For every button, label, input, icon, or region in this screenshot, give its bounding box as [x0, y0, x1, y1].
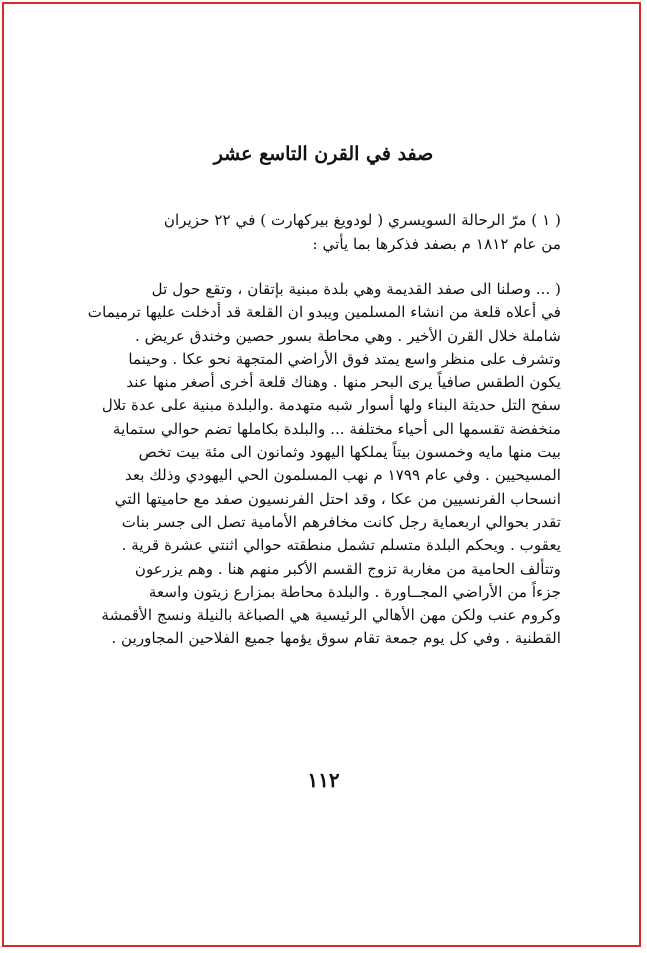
text-line: يعقوب . ويحكم البلدة متسلم تشمل منطقته حوالي اثنتي عشرة قرية . [121, 536, 561, 555]
text-line: بيت منها مايه وخمسون بيتاً يملكها اليهود وثمانون الى مئة بيت تخص [138, 443, 561, 462]
page-number: ١١٢ [307, 768, 340, 792]
text-line: وتشرف على منظر واسع يمتد فوق الأراضي المتجهة نحو عكا . وحينما [128, 349, 561, 368]
page-title: صفد في القرن التاسع عشر [213, 143, 434, 165]
text-line: منخفضة تقسمها الى أحياء مختلفة ... والبلدة بكاملها تضم حوالي ستماية [112, 419, 561, 438]
text-line: ( ... وصلنا الى صفد القديمة وهي بلدة مبنية بإتقان ، وتقع حول تل [151, 280, 561, 298]
text-line: المسيحيين . وفي عام ١٧٩٩ م نهب المسلمون الحي اليهودي وذلك بعد [124, 466, 561, 485]
text-line: انسحاب الفرنسيين من عكا ، وقد احتل الفرنسيون صفد مع حاميتها التي [114, 489, 561, 508]
text-line: وتتألف الحامية من مغاربة تزوج القسم الأكبر منهم هنا . وهم يزرعون [134, 559, 561, 578]
text-line: تقدر بحوالي اربعماية رجل كانت مخافرهم الأمامية تصل الى جسر بنات [121, 512, 561, 531]
text-line: سفح التل حديثة البناء ولها أسوار شبه متهدمة .والبلدة مبنية على عدة تلال [101, 396, 561, 415]
text-line: في أعلاه قلعة من انشاء المسلمين ويبدو ان القلعة قد أدخلت عليها ترميمات [87, 303, 561, 322]
quote-paragraph [85, 278, 561, 651]
text-line: جزءاً من الأراضي المجــاورة . والبلدة محاطة بمزارع زيتون واسعة [148, 582, 561, 601]
footnote-line: من عام ١٨١٢ م بصفد فذكرها بما يأتي : [312, 235, 561, 253]
footnote-paragraph [85, 208, 561, 256]
footnote-line: ( ١ ) مرّ الرحالة السويسري ( لودويغ بيركهارت ) في ٢٢ حزيران [163, 211, 561, 229]
text-line: القطنية . وفي كل يوم جمعة تقام سوق يؤمها جميع الفلاحين المجاورين . [111, 629, 561, 648]
text-line: وكروم عنب ولكن مهن الأهالي الرئيسية هي الصباغة بالنيلة ونسج الأقمشة [101, 606, 561, 625]
text-line: يكون الطقس صافياً يرى البحر منها . وهناك قلعة أخرى أصغر منها عند [126, 373, 561, 392]
text-line: شاملة خلال القرن الأخير . وهي محاطة بسور حصين وخندق عريض . [135, 326, 561, 345]
